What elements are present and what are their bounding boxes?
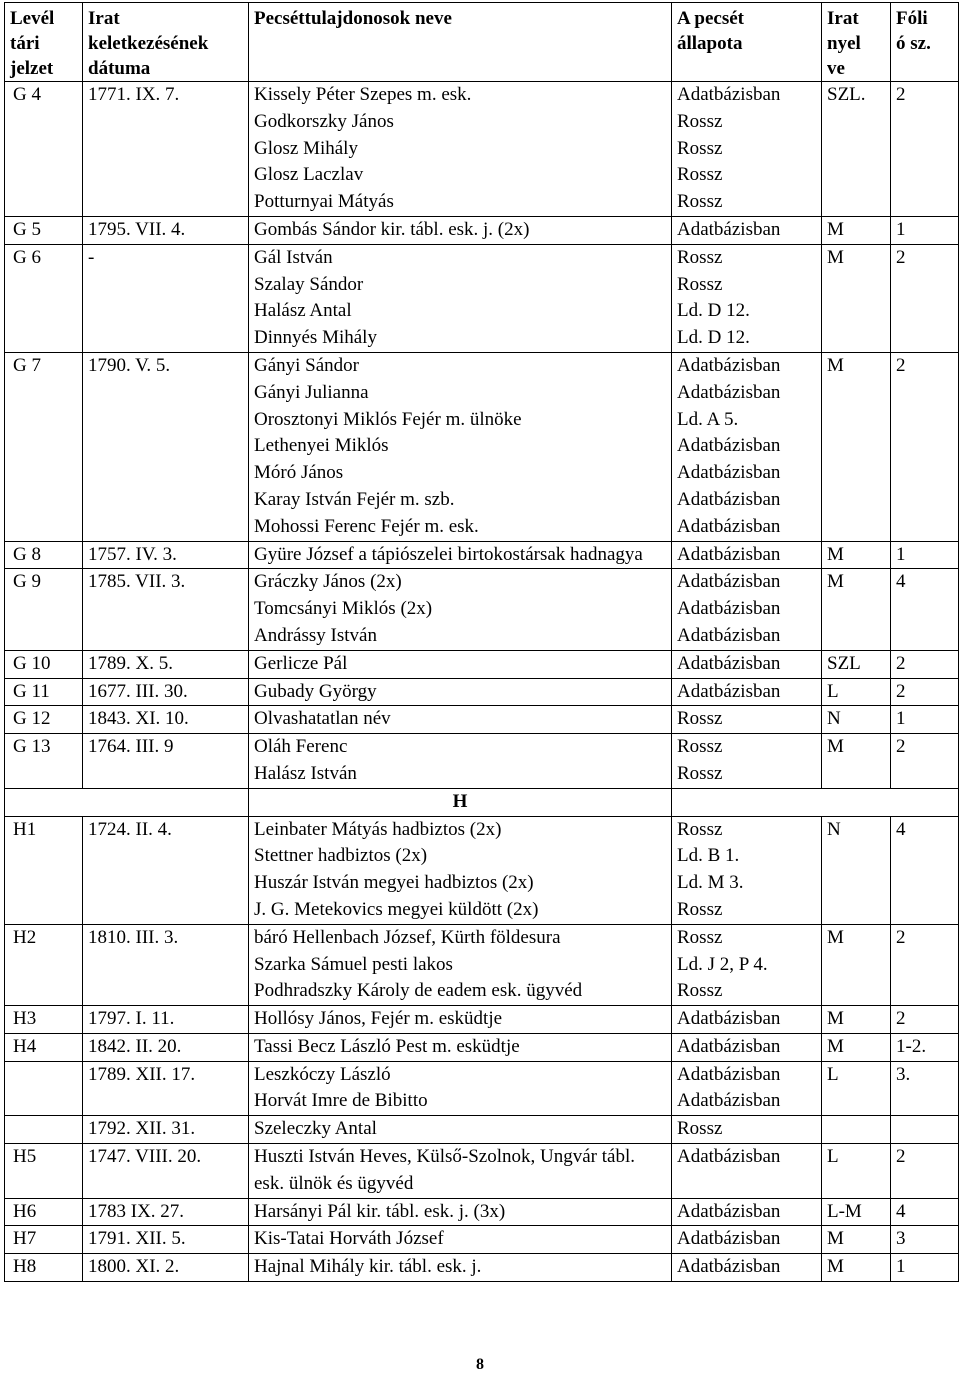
- seal-condition-cell: [672, 541, 822, 569]
- seal-condition: Rossz: [677, 273, 723, 295]
- seal-owner-name-cell: [249, 1254, 672, 1282]
- table-row: [5, 352, 959, 541]
- document-language: L: [822, 1144, 891, 1199]
- document-language: M: [822, 734, 891, 789]
- seal-condition: Adatbázisban: [677, 680, 781, 702]
- seal-owner-name: Gráczky János (2x): [254, 571, 402, 593]
- seal-owner-name-cell: [249, 1006, 672, 1034]
- seal-condition: Adatbázisban: [677, 354, 781, 376]
- folio-number: 1-2.: [891, 1033, 959, 1061]
- seal-owner-name: Gombás Sándor kir. tábl. esk. j. (2x): [254, 218, 530, 240]
- folio-number: 1: [891, 1254, 959, 1282]
- column-header: [83, 3, 249, 82]
- seal-owner-name-cell: [249, 734, 672, 789]
- seal-condition: Rossz: [677, 164, 723, 186]
- seal-owner-name: Gányi Julianna: [254, 381, 369, 403]
- table-row: [5, 924, 959, 1005]
- seal-condition: Adatbázisban: [677, 488, 781, 510]
- folio-number: 1: [891, 706, 959, 734]
- folio-number: 4: [891, 569, 959, 650]
- document-date: 1783 IX. 27.: [83, 1198, 249, 1226]
- seal-owner-name: Hollósy János, Fejér m. esküdtje: [254, 1008, 503, 1030]
- column-header: [822, 3, 891, 82]
- seal-condition-cell: [672, 216, 822, 244]
- document-language: L-M: [822, 1198, 891, 1226]
- document-date: 1789. XII. 17.: [83, 1061, 249, 1116]
- archival-signature: G 4: [5, 82, 83, 217]
- table-row: [5, 1254, 959, 1282]
- seal-condition: Adatbázisban: [677, 381, 781, 403]
- column-header-line: ó sz.: [896, 33, 931, 54]
- seal-condition: Rossz: [677, 898, 723, 920]
- seal-condition: Ld. J 2, P 4.: [677, 953, 768, 975]
- seal-owner-name: Glosz Mihály: [254, 137, 358, 159]
- seal-owner-name-cell: [249, 82, 672, 217]
- seal-owner-name-cell: [249, 1061, 672, 1116]
- seal-register-table: [4, 2, 959, 1282]
- seal-owner-name: Gál István: [254, 246, 333, 268]
- folio-number: 2: [891, 1144, 959, 1199]
- seal-condition: Adatbázisban: [677, 1256, 781, 1278]
- seal-owner-name: Huszti István Heves, Külső-Szolnok, Ungvár tábl. esk. ülnök és ügyvéd: [254, 1146, 635, 1194]
- archival-signature: H2: [5, 924, 83, 1005]
- seal-owner-name-cell: [249, 678, 672, 706]
- archival-signature: H7: [5, 1226, 83, 1254]
- seal-owner-name-cell: [249, 924, 672, 1005]
- table-row: [5, 1144, 959, 1199]
- column-header-line: ve: [827, 58, 845, 79]
- seal-condition: Rossz: [677, 818, 723, 840]
- seal-owner-name-cell: [249, 706, 672, 734]
- seal-condition-cell: [672, 352, 822, 541]
- seal-owner-name-cell: [249, 1144, 672, 1199]
- archival-signature: [5, 1116, 83, 1144]
- seal-owner-name-cell: [249, 650, 672, 678]
- seal-condition: Adatbázisban: [677, 462, 781, 484]
- seal-owner-name: Szalay Sándor: [254, 273, 364, 295]
- document-language: N: [822, 816, 891, 924]
- seal-condition-cell: [672, 1033, 822, 1061]
- seal-condition: Adatbázisban: [677, 515, 781, 537]
- archival-signature: G 9: [5, 569, 83, 650]
- seal-owner-name-cell: [249, 569, 672, 650]
- seal-condition: Rossz: [677, 137, 723, 159]
- seal-owner-name: Gányi Sándor: [254, 354, 360, 376]
- document-date: 1785. VII. 3.: [83, 569, 249, 650]
- group-heading: H: [249, 788, 672, 816]
- table-row: [5, 678, 959, 706]
- seal-condition: Adatbázisban: [677, 1090, 781, 1112]
- column-header-line: Fóli: [896, 8, 928, 29]
- seal-owner-name: Hajnal Mihály kir. tábl. esk. j.: [254, 1256, 482, 1278]
- archival-signature: H8: [5, 1254, 83, 1282]
- table-row: [5, 816, 959, 924]
- document-date: 1792. XII. 31.: [83, 1116, 249, 1144]
- document-language: M: [822, 1006, 891, 1034]
- seal-condition: Adatbázisban: [677, 1228, 781, 1250]
- folio-number: 4: [891, 1198, 959, 1226]
- seal-owner-name: Orosztonyi Miklós Fejér m. ülnöke: [254, 408, 522, 430]
- document-date: 1791. XII. 5.: [83, 1226, 249, 1254]
- seal-owner-name: Mohossi Ferenc Fejér m. esk.: [254, 515, 479, 537]
- column-header-line: Irat: [88, 8, 120, 29]
- seal-owner-name: Kissely Péter Szepes m. esk.: [254, 84, 472, 105]
- document-date: 1800. XI. 2.: [83, 1254, 249, 1282]
- document-date: 1764. III. 9: [83, 734, 249, 789]
- seal-owner-name: Andrássy István: [254, 624, 377, 646]
- document-date: 1789. X. 5.: [83, 650, 249, 678]
- folio-number: 2: [891, 352, 959, 541]
- seal-owner-name: Godkorszky János: [254, 110, 394, 132]
- seal-condition-cell: [672, 924, 822, 1005]
- folio-number: 3.: [891, 1061, 959, 1116]
- document-language: M: [822, 924, 891, 1005]
- document-language: M: [822, 352, 891, 541]
- seal-owner-name: Glosz Laczlav: [254, 164, 364, 186]
- seal-condition: Adatbázisban: [677, 543, 781, 565]
- column-header: [891, 3, 959, 82]
- seal-owner-name-cell: [249, 244, 672, 352]
- column-header-line: Irat: [827, 8, 859, 29]
- document-date: 1843. XI. 10.: [83, 706, 249, 734]
- seal-condition-cell: [672, 734, 822, 789]
- seal-condition-cell: [672, 1254, 822, 1282]
- folio-number: 2: [891, 82, 959, 217]
- seal-owner-name: Gerlicze Pál: [254, 652, 348, 674]
- document-date: 1757. IV. 3.: [83, 541, 249, 569]
- document-date: 1810. III. 3.: [83, 924, 249, 1005]
- archival-signature: H1: [5, 816, 83, 924]
- table-row: [5, 706, 959, 734]
- table-row: [5, 1226, 959, 1254]
- column-header: [672, 3, 822, 82]
- document-language: L: [822, 678, 891, 706]
- seal-owner-name: Tomcsányi Miklós (2x): [254, 598, 433, 620]
- archival-signature: G 10: [5, 650, 83, 678]
- table-row: [5, 1061, 959, 1116]
- seal-condition: Adatbázisban: [677, 624, 781, 646]
- seal-condition-cell: [672, 678, 822, 706]
- seal-owner-name: Leszkóczy László: [254, 1063, 391, 1085]
- seal-owner-name: Leinbater Mátyás hadbiztos (2x): [254, 818, 502, 840]
- seal-condition-cell: [672, 1116, 822, 1144]
- folio-number: 2: [891, 1006, 959, 1034]
- archival-signature: G 11: [5, 678, 83, 706]
- seal-condition: Adatbázisban: [677, 1035, 781, 1057]
- document-language: M: [822, 1226, 891, 1254]
- seal-owner-name: Halász István: [254, 762, 357, 784]
- seal-condition: Adatbázisban: [677, 571, 781, 593]
- group-heading-spacer: [5, 788, 249, 816]
- document-date: 1747. VIII. 20.: [83, 1144, 249, 1199]
- archival-signature: G 5: [5, 216, 83, 244]
- document-language: N: [822, 706, 891, 734]
- folio-number: 2: [891, 244, 959, 352]
- table-row: [5, 541, 959, 569]
- seal-owner-name-cell: [249, 1116, 672, 1144]
- seal-condition: Rossz: [677, 110, 723, 132]
- document-date: 1790. V. 5.: [83, 352, 249, 541]
- seal-condition: Ld. D 12.: [677, 327, 750, 349]
- seal-owner-name: Halász Antal: [254, 300, 352, 322]
- archival-signature: G 8: [5, 541, 83, 569]
- archival-signature: H3: [5, 1006, 83, 1034]
- table-row: [5, 1033, 959, 1061]
- seal-condition-cell: [672, 244, 822, 352]
- document-language: L: [822, 1061, 891, 1116]
- seal-owner-name: Stettner hadbiztos (2x): [254, 845, 428, 867]
- table-row: [5, 734, 959, 789]
- page-number: 8: [476, 1356, 484, 1373]
- seal-owner-name: Szeleczky Antal: [254, 1118, 377, 1140]
- archival-signature: H5: [5, 1144, 83, 1199]
- seal-owner-name-cell: [249, 816, 672, 924]
- seal-condition: Adatbázisban: [677, 1008, 781, 1030]
- seal-condition: Rossz: [677, 191, 723, 213]
- column-header-line: nyel: [827, 33, 861, 54]
- seal-owner-name: J. G. Metekovics megyei küldött (2x): [254, 898, 539, 920]
- seal-condition: Ld. B 1.: [677, 845, 740, 867]
- seal-condition: Rossz: [677, 708, 723, 730]
- document-date: -: [83, 244, 249, 352]
- seal-condition: Adatbázisban: [677, 652, 781, 674]
- seal-condition: Adatbázisban: [677, 218, 781, 240]
- document-date: 1797. I. 11.: [83, 1006, 249, 1034]
- document-language: M: [822, 216, 891, 244]
- table-row: [5, 244, 959, 352]
- column-header: [5, 3, 83, 82]
- seal-owner-name: Móró János: [254, 462, 344, 484]
- column-header-line: jelzet: [10, 58, 54, 79]
- seal-owner-name: báró Hellenbach József, Kürth földesura: [254, 926, 561, 948]
- folio-number: 2: [891, 734, 959, 789]
- column-header-line: állapota: [677, 33, 743, 54]
- document-language: M: [822, 541, 891, 569]
- seal-owner-name-cell: [249, 1033, 672, 1061]
- column-header-line: A pecsét: [677, 8, 745, 29]
- seal-condition-cell: [672, 650, 822, 678]
- archival-signature: H4: [5, 1033, 83, 1061]
- seal-owner-name-cell: [249, 541, 672, 569]
- seal-condition: Rossz: [677, 926, 723, 948]
- document-date: 1677. III. 30.: [83, 678, 249, 706]
- archival-signature: [5, 1061, 83, 1116]
- column-header-line: Pecséttulajdonosok neve: [254, 8, 452, 29]
- seal-condition-cell: [672, 706, 822, 734]
- seal-owner-name: Oláh Ferenc: [254, 736, 348, 758]
- folio-number: 2: [891, 650, 959, 678]
- seal-owner-name: Karay István Fejér m. szb.: [254, 488, 455, 510]
- column-header-line: Levél: [10, 8, 55, 29]
- archival-signature: G 13: [5, 734, 83, 789]
- seal-condition: Rossz: [677, 980, 723, 1002]
- archival-signature: G 7: [5, 352, 83, 541]
- seal-owner-name-cell: [249, 1226, 672, 1254]
- seal-owner-name: Gubady György: [254, 680, 377, 702]
- seal-owner-name: Lethenyei Miklós: [254, 435, 389, 457]
- seal-condition-cell: [672, 1226, 822, 1254]
- column-header: [249, 3, 672, 82]
- archival-signature: H6: [5, 1198, 83, 1226]
- table-body: [5, 82, 959, 1282]
- folio-number: 3: [891, 1226, 959, 1254]
- seal-owner-name: Podhradszky Károly de eadem esk. ügyvéd: [254, 980, 583, 1002]
- seal-condition-cell: [672, 1006, 822, 1034]
- document-language: M: [822, 569, 891, 650]
- table-row: [5, 1116, 959, 1144]
- archival-signature: G 6: [5, 244, 83, 352]
- document-language: SZL: [822, 650, 891, 678]
- seal-condition: Adatbázisban: [677, 1200, 781, 1222]
- folio-number: 2: [891, 924, 959, 1005]
- seal-condition: Adatbázisban: [677, 84, 781, 105]
- column-header-line: keletkezésének: [88, 33, 209, 54]
- seal-owner-name: Huszár István megyei hadbiztos (2x): [254, 872, 534, 894]
- seal-condition-cell: [672, 1144, 822, 1199]
- seal-owner-name: Szarka Sámuel pesti lakos: [254, 953, 453, 975]
- table-row: [5, 1198, 959, 1226]
- seal-owner-name: Olvashatatlan név: [254, 708, 391, 730]
- seal-condition: Adatbázisban: [677, 1063, 781, 1085]
- seal-condition: Ld. A 5.: [677, 408, 739, 430]
- seal-condition-cell: [672, 816, 822, 924]
- folio-number: [891, 1116, 959, 1144]
- seal-condition: Ld. M 3.: [677, 872, 744, 894]
- table-row: [5, 1006, 959, 1034]
- group-heading-row: [5, 788, 959, 816]
- seal-owner-name-cell: [249, 352, 672, 541]
- folio-number: 4: [891, 816, 959, 924]
- seal-condition: Rossz: [677, 762, 723, 784]
- folio-number: 2: [891, 678, 959, 706]
- seal-condition: Ld. D 12.: [677, 300, 750, 322]
- seal-condition-cell: [672, 1198, 822, 1226]
- document-date: 1771. IX. 7.: [83, 82, 249, 217]
- folio-number: 1: [891, 216, 959, 244]
- column-header-line: tári: [10, 33, 40, 54]
- seal-owner-name: Harsányi Pál kir. tábl. esk. j. (3x): [254, 1200, 506, 1222]
- seal-condition-cell: [672, 569, 822, 650]
- seal-condition: Adatbázisban: [677, 1146, 781, 1168]
- archival-signature: G 12: [5, 706, 83, 734]
- header-row: [5, 3, 959, 82]
- seal-condition: Rossz: [677, 736, 723, 758]
- seal-owner-name: Dinnyés Mihály: [254, 327, 377, 349]
- document-date: 1842. II. 20.: [83, 1033, 249, 1061]
- seal-condition-cell: [672, 1061, 822, 1116]
- seal-condition: Adatbázisban: [677, 598, 781, 620]
- seal-owner-name: Tassi Becz László Pest m. esküdtje: [254, 1035, 520, 1057]
- table-row: [5, 569, 959, 650]
- document-language: SZL.: [822, 82, 891, 217]
- document-language: M: [822, 1033, 891, 1061]
- group-heading-spacer: [672, 788, 959, 816]
- table-row: [5, 650, 959, 678]
- document-date: 1795. VII. 4.: [83, 216, 249, 244]
- seal-owner-name: Kis-Tatai Horváth József: [254, 1228, 444, 1250]
- seal-condition: Adatbázisban: [677, 435, 781, 457]
- table-row: [5, 216, 959, 244]
- document-language: M: [822, 244, 891, 352]
- document-language: M: [822, 1254, 891, 1282]
- seal-condition: Rossz: [677, 1118, 723, 1140]
- column-header-line: dátuma: [88, 58, 151, 79]
- seal-condition: Rossz: [677, 246, 723, 268]
- seal-owner-name-cell: [249, 1198, 672, 1226]
- document-date: 1724. II. 4.: [83, 816, 249, 924]
- seal-owner-name: Potturnyai Mátyás: [254, 191, 394, 213]
- seal-owner-name: Horvát Imre de Bibitto: [254, 1090, 428, 1112]
- seal-condition-cell: [672, 82, 822, 217]
- seal-owner-name: Gyüre József a tápiószelei birtokostársak hadnagya: [254, 543, 643, 565]
- folio-number: 1: [891, 541, 959, 569]
- seal-owner-name-cell: [249, 216, 672, 244]
- document-language: [822, 1116, 891, 1144]
- table-row: [5, 82, 959, 217]
